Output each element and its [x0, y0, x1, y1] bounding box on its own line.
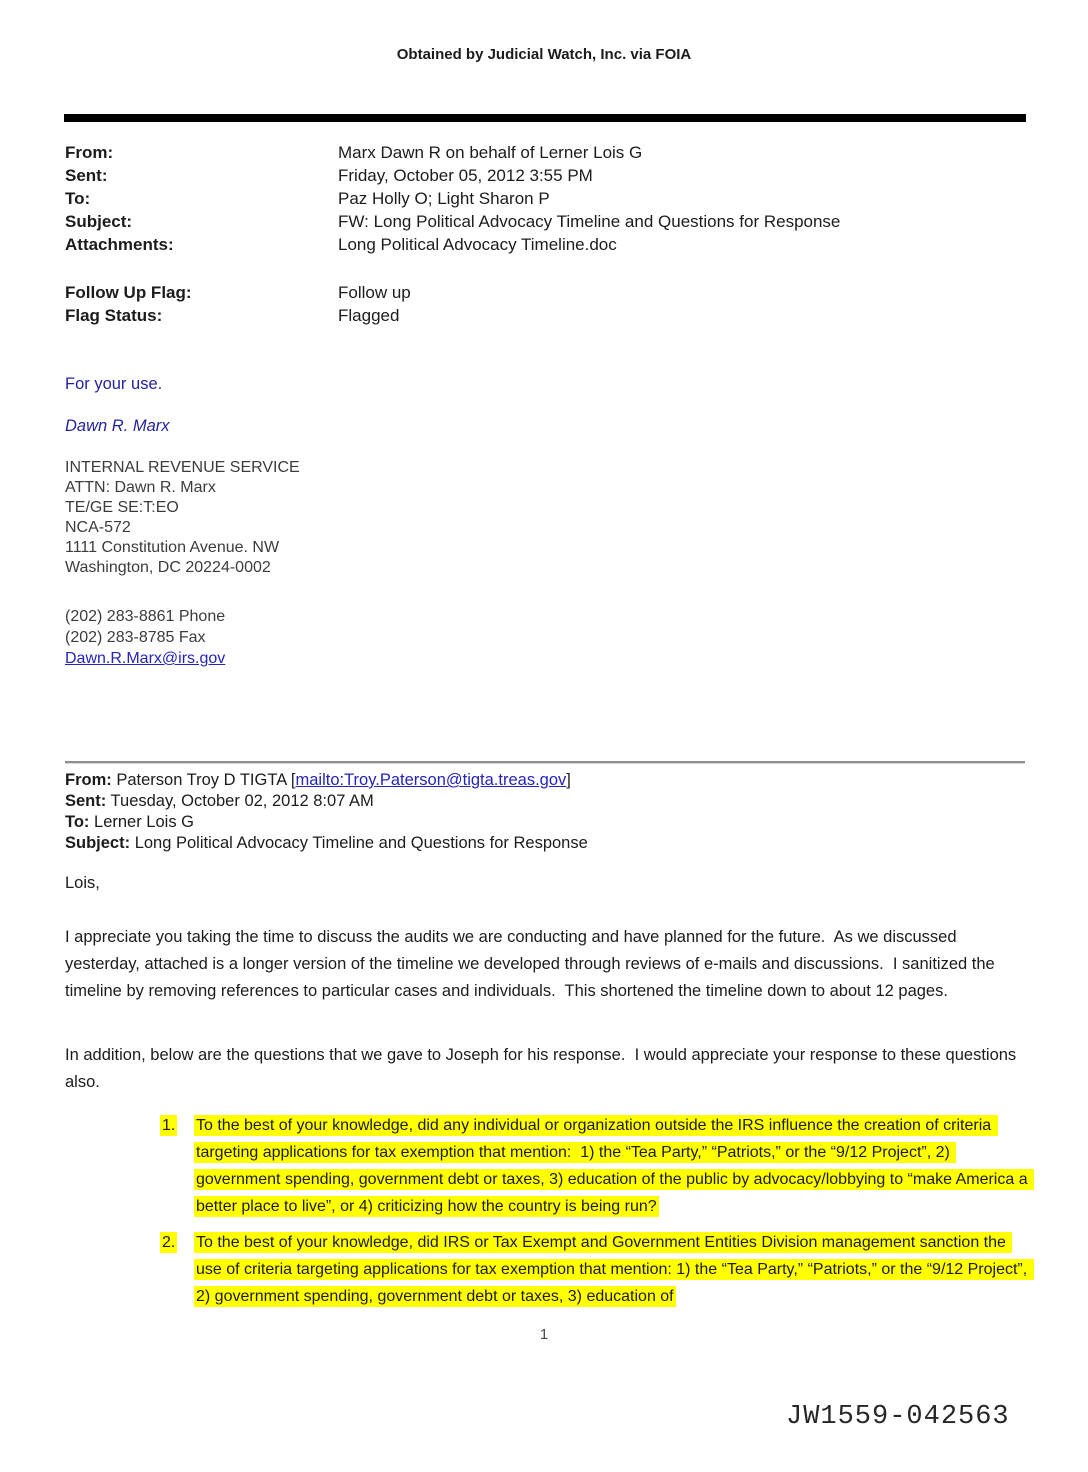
- question-1-number: 1.: [162, 1117, 176, 1134]
- attachments-label: Attachments:: [65, 235, 174, 254]
- email1-header-block: [65, 141, 840, 256]
- subject-label: Subject:: [65, 212, 133, 231]
- email2-subject-row: [65, 833, 1025, 854]
- sent-label: Sent:: [65, 166, 108, 185]
- email2-sent-label: Sent:: [65, 792, 107, 810]
- flag-status-value: Flagged: [338, 306, 400, 325]
- email2-sent-row: [65, 791, 1025, 812]
- greeting-line: Lois,: [65, 874, 100, 892]
- page-number: 1: [539, 1326, 549, 1343]
- contact-block: [65, 606, 225, 669]
- followup-flag-row: [65, 281, 411, 304]
- to-value: Paz Holly O; Light Sharon P: [338, 189, 550, 208]
- question-2-text: To the best of your knowledge, did IRS or Tax Exempt and Government Entities Division management sanction the use of criteria targeting applications for tax exemption that mention: 1) the “Tea Party,” “Patriots,” or the “9/12 Project”, 2) government spending, government debt or taxes, 3) education of: [196, 1234, 1032, 1305]
- signature-line-mailstop: NCA-572: [65, 519, 131, 536]
- question-1-text: To the best of your knowledge, did any individual or organization outside the IRS influence the creation of criteria targeting applications for tax exemption that mention: 1) the “Tea Party,” “Patriots,” or the “9/12 Project”, 2) government spending, government debt or taxes, 3) education of the public by advocacy/lobbying to “make America a better place to live”, or 4) criticizing how the country is being run?: [196, 1117, 1033, 1215]
- email2-from-value: Paterson Troy D TIGTA: [116, 771, 287, 789]
- flag-status-block: [65, 281, 411, 327]
- forward-note: For your use.: [65, 375, 163, 393]
- sent-value: Friday, October 05, 2012 3:55 PM: [338, 166, 593, 185]
- question-item-1: [160, 1112, 1040, 1220]
- body-paragraph-1: I appreciate you taking the time to discuss the audits we are conducting and have planned for the future. As we discussed yesterday, attached is a longer version of the timeline we developed through reviews of e-mails and discussions. I sanitized the timeline by removing references to particular cases and individuals. This shortened the timeline down to about 12 pages.: [65, 928, 1000, 1000]
- signature-address-block: [65, 458, 300, 578]
- question-2-number: 2.: [162, 1234, 176, 1251]
- header-row-to: [65, 187, 840, 210]
- signature-line-attn: ATTN: Dawn R. Marx: [65, 479, 216, 496]
- body-paragraph-2: In addition, below are the questions that we gave to Joseph for his response. I would appreciate your response to these questions also.: [65, 1046, 1021, 1091]
- sender-signature-name: Dawn R. Marx: [65, 417, 170, 435]
- email2-sent-value: Tuesday, October 02, 2012 8:07 AM: [110, 792, 374, 810]
- subject-value: FW: Long Political Advocacy Timeline and Questions for Response: [338, 212, 841, 231]
- bates-stamp: JW1559-042563: [786, 1402, 1010, 1432]
- header-row-sent: [65, 164, 840, 187]
- from-label: From:: [65, 143, 114, 162]
- email2-subject-label: Subject:: [65, 834, 131, 852]
- email2-to-value: Lerner Lois G: [94, 813, 194, 831]
- flag-status-row: [65, 304, 411, 327]
- questions-list: [160, 1112, 1040, 1319]
- phone-line: (202) 283-8861 Phone: [65, 608, 226, 625]
- from-value: Marx Dawn R on behalf of Lerner Lois G: [338, 143, 643, 162]
- fax-line: (202) 283-8785 Fax: [65, 629, 206, 646]
- foia-watermark: Obtained by Judicial Watch, Inc. via FOIA: [396, 46, 692, 63]
- reply-separator-line: [65, 761, 1025, 764]
- mailto-link[interactable]: mailto:Troy.Paterson@tigta.treas.gov: [295, 771, 567, 789]
- email2-header-block: [65, 770, 1025, 854]
- header-row-subject: [65, 210, 840, 233]
- question-item-2: [160, 1229, 1040, 1310]
- link-close-bracket: ]: [566, 771, 571, 789]
- email2-to-row: [65, 812, 1025, 833]
- to-label: To:: [65, 189, 91, 208]
- signature-line-street: 1111 Constitution Avenue. NW: [65, 539, 280, 556]
- signature-line-agency: INTERNAL REVENUE SERVICE: [65, 459, 300, 476]
- signature-line-division: TE/GE SE:T:EO: [65, 499, 179, 516]
- irs-email-link[interactable]: Dawn.R.Marx@irs.gov: [65, 650, 226, 667]
- header-divider-bar: [64, 114, 1026, 122]
- header-row-attachments: [65, 233, 840, 256]
- email2-to-label: To:: [65, 813, 90, 831]
- header-row-from: [65, 141, 840, 164]
- email2-subject-value: Long Political Advocacy Timeline and Questions for Response: [134, 834, 588, 852]
- followup-flag-label: Follow Up Flag:: [65, 283, 192, 302]
- flag-status-label: Flag Status:: [65, 306, 163, 325]
- email2-from-row: [65, 770, 1025, 791]
- link-open-bracket: [: [290, 771, 296, 789]
- followup-flag-value: Follow up: [338, 283, 411, 302]
- email2-from-label: From:: [65, 771, 112, 789]
- signature-line-city: Washington, DC 20224-0002: [65, 559, 271, 576]
- attachments-value: Long Political Advocacy Timeline.doc: [338, 235, 617, 254]
